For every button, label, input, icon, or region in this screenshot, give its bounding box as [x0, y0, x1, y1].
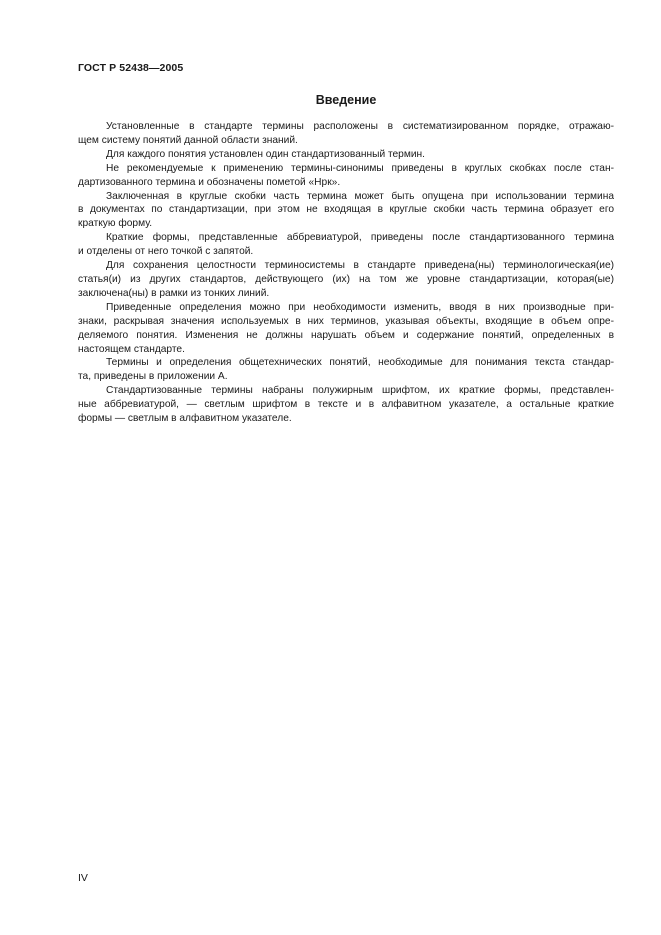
paragraph	[78, 120, 614, 148]
paragraph	[78, 259, 614, 301]
text-line: Термины и определения общетехнических понятий, необходимые для понимания текста стандар-	[106, 357, 614, 369]
text-line: краткую форму.	[78, 218, 153, 230]
text-line: Для каждого понятия установлен один стандартизованный термин.	[106, 148, 425, 160]
text-line: заключена(ны) в рамки из тонких линий.	[78, 287, 270, 299]
paragraph	[78, 162, 614, 190]
paragraph	[78, 148, 614, 162]
page-number: IV	[78, 872, 88, 884]
text-line: статья(и) из других стандартов, действующего (их) на том же уровне стандартизации, которая(ые)	[78, 273, 614, 285]
text-line: ные аббревиатурой, — светлым шрифтом в тексте и в алфавитном указателе, а остальные краткие	[78, 399, 614, 411]
text-line: Краткие формы, представленные аббревиатурой, приведены после стандартизованного термина	[106, 232, 614, 244]
text-line: Заключенная в круглые скобки часть термина может быть опущена при использовании термина	[106, 190, 614, 202]
text-line: та, приведены в приложении А.	[78, 371, 228, 383]
text-line: щем систему понятий данной области знаний.	[78, 134, 298, 146]
paragraph	[78, 356, 614, 384]
text-line: настоящем стандарте.	[78, 343, 185, 355]
text-line: Не рекомендуемые к применению термины-синонимы приведены в круглых скобках после стан-	[106, 162, 614, 174]
text-line: деляемого понятия. Изменения не должны нарушать объем и содержание понятий, определенных в	[78, 329, 614, 341]
standard-code: ГОСТ Р 52438—2005	[78, 62, 184, 74]
text-line: Установленные в стандарте термины расположены в систематизированном порядке, отражаю-	[106, 121, 614, 132]
text-line: Стандартизованные термины набраны полужирным шрифтом, их краткие формы, представлен-	[106, 385, 614, 397]
text-line: в документах по стандартизации, при этом не входящая в круглые скобки часть термина образует его	[78, 204, 614, 216]
paragraph	[78, 384, 614, 426]
text-line: знаки, раскрывая значения используемых в них терминов, указывая объекты, входящие в объем опре-	[78, 315, 614, 327]
paragraph	[78, 231, 614, 259]
paragraph	[78, 301, 614, 357]
section-title: Введение	[315, 93, 377, 107]
text-line: Приведенные определения можно при необходимости изменить, вводя в них производные при-	[106, 301, 614, 313]
text-line: дартизованного термина и обозначены пометой «Нрк».	[78, 176, 341, 188]
text-line: формы — светлым в алфавитном указателе.	[78, 413, 292, 425]
introduction-body	[78, 120, 614, 426]
text-line: Для сохранения целостности терминосистемы в стандарте приведена(ны) терминологическая(ие)	[106, 260, 614, 272]
text-line: и отделены от него точкой с запятой.	[78, 246, 254, 258]
paragraph	[78, 190, 614, 232]
